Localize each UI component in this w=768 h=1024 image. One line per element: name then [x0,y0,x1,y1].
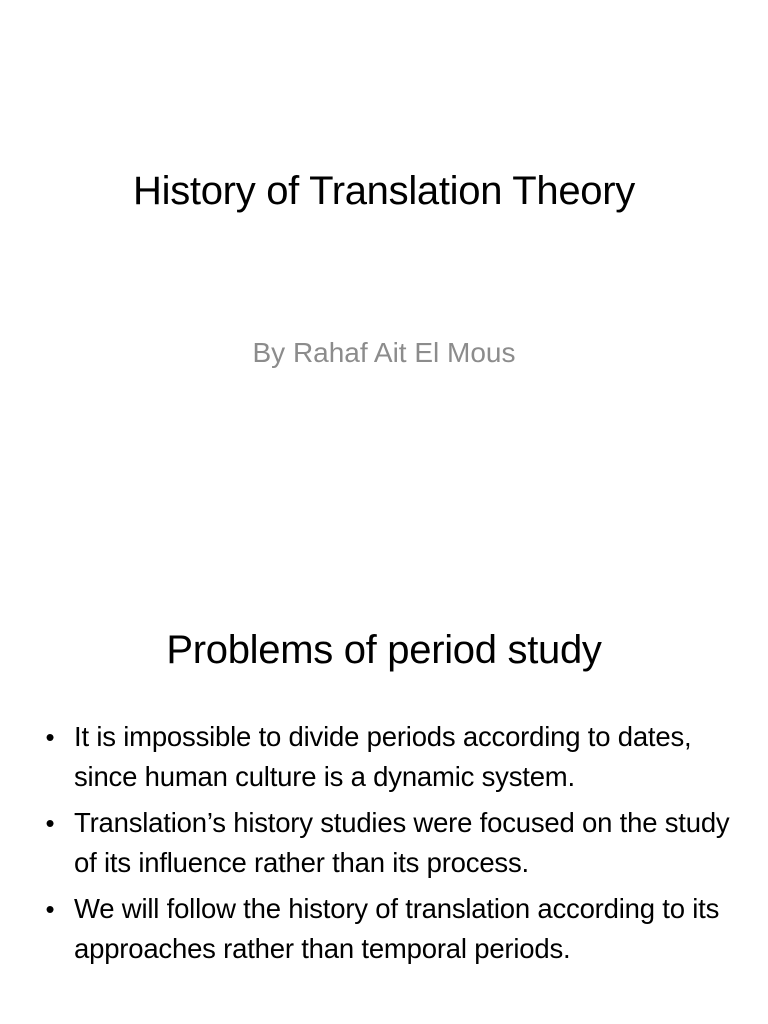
content-slide [0,576,768,1024]
slide-title: History of Translation Theory [133,169,635,213]
slide-title: Problems of period study [166,628,602,672]
bullet-text: We will follow the history of translation according to its approaches rather than temporal periods. [74,893,720,964]
bullet-item [40,889,740,969]
bullet-icon: • [45,894,55,924]
bullet-icon: • [45,722,55,752]
slide-subtitle: By Rahaf Ait El Mous [252,337,516,368]
bullet-item [40,803,740,883]
bullet-item [40,717,740,797]
bullet-list [40,717,740,975]
bullet-icon: • [45,808,55,838]
bullet-text: Translation’s history studies were focused on the study of its influence rather than its process. [74,807,730,878]
bullet-text: It is impossible to divide periods according to dates, since human culture is a dynamic system. [74,721,692,792]
